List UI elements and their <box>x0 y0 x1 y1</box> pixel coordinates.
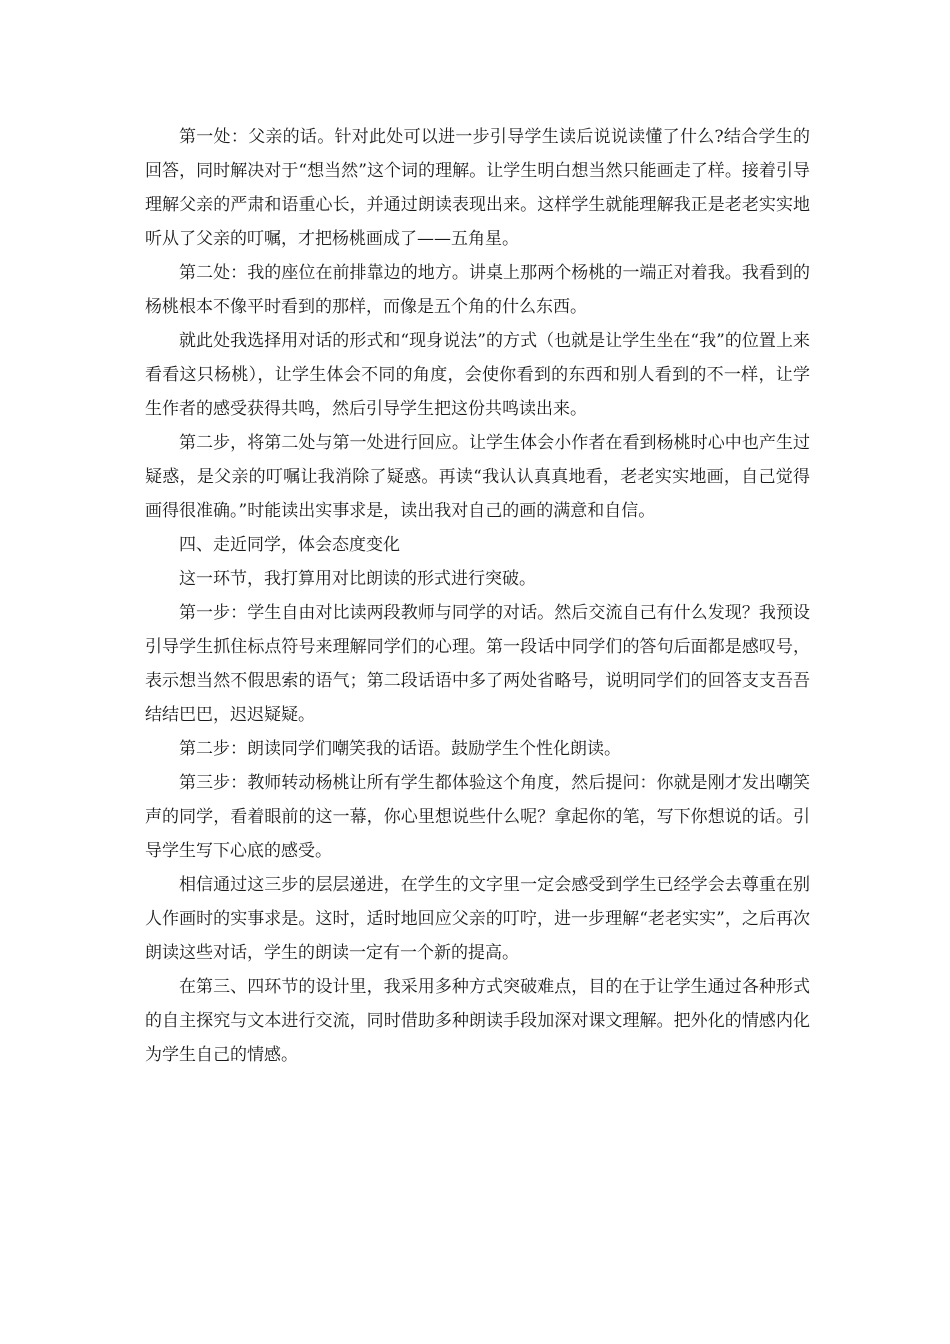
paragraph-10: 相信通过这三步的层层递进，在学生的文字里一定会感受到学生已经学会去尊重在别人作画时的实事求是。这时，适时地回应父亲的叮咛，进一步理解“老老实实”，之后再次朗读这些对话，学生的朗读一定有一个新的提高。 <box>145 875 810 963</box>
paragraph-8: 第二步：朗读同学们嘲笑我的话语。鼓励学生个性化朗读。 <box>179 739 621 759</box>
paragraph-9: 第三步：教师转动杨桃让所有学生都体验这个角度，然后提问：你就是刚才发出嘲笑声的同学，看着眼前的这一幕，你心里想说些什么呢？拿起你的笔，写下你想说的话。引导学生写下心底的感受。 <box>145 773 810 861</box>
document-body <box>145 120 810 1072</box>
paragraph-1: 第一处：父亲的话。针对此处可以进一步引导学生读后说说读懂了什么?结合学生的回答，同时解决对于“想当然”这个词的理解。让学生明白想当然只能画走了样。接着引导理解父亲的严肃和语重心长，并通过朗读表现出来。这样学生就能理解我正是老老实实地听从了父亲的叮嘱，才把杨桃画成了——五角星。 <box>145 127 810 249</box>
paragraph-6: 这一环节，我打算用对比朗读的形式进行突破。 <box>179 569 536 589</box>
paragraph-11: 在第三、四环节的设计里，我采用多种方式突破难点，目的在于让学生通过各种形式的自主探究与文本进行交流，同时借助多种朗读手段加深对课文理解。把外化的情感内化为学生自己的情感。 <box>145 977 810 1065</box>
paragraph-3: 就此处我选择用对话的形式和“现身说法”的方式（也就是让学生坐在“我”的位置上来看看这只杨桃），让学生体会不同的角度，会使你看到的东西和别人看到的不一样，让学生作者的感受获得共鸣，然后引导学生把这份共鸣读出来。 <box>145 331 810 419</box>
section-heading: 四、走近同学，体会态度变化 <box>179 535 400 555</box>
paragraph-2: 第二处：我的座位在前排靠边的地方。讲桌上那两个杨桃的一端正对着我。我看到的杨桃根本不像平时看到的那样，而像是五个角的什么东西。 <box>145 263 810 317</box>
paragraph-7: 第一步：学生自由对比读两段教师与同学的对话。然后交流自己有什么发现？我预设引导学生抓住标点符号来理解同学们的心理。第一段话中同学们的答句后面都是感叹号，表示想当然不假思索的语气；第二段话语中多了两处省略号，说明同学们的回答支支吾吾结结巴巴，迟迟疑疑。 <box>145 603 810 725</box>
paragraph-4: 第二步，将第二处与第一处进行回应。让学生体会小作者在看到杨桃时心中也产生过疑惑，是父亲的叮嘱让我消除了疑惑。再读“我认认真真地看，老老实实地画，自己觉得画得很准确。”时能读出实事求是，读出我对自己的画的满意和自信。 <box>145 433 810 521</box>
